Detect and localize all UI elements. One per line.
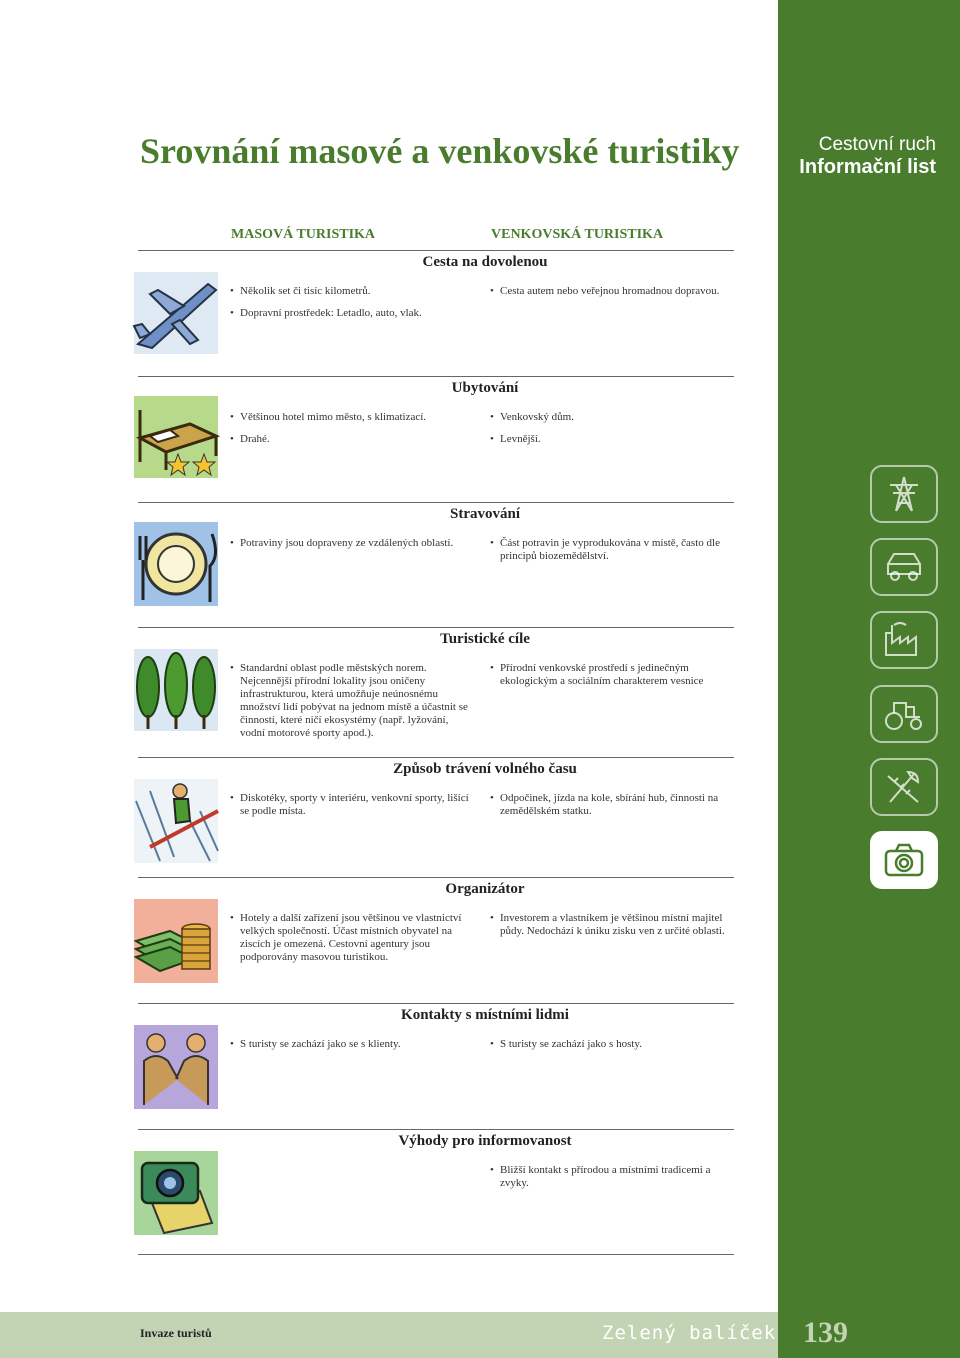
trees-icon [130,641,222,733]
footer-chapter: Invaze turistů [140,1326,212,1340]
rural-list [490,912,736,947]
sidebar-title-line1: Cestovní ruch [818,134,936,155]
camera-icon-active[interactable] [870,831,938,889]
section-divider [138,877,734,878]
column-head-rural: VENKOVSKÁ TURISTIKA [491,227,664,242]
list-item: • Část potravin je vyprodukována v místě, často dle principů biozemědělství. [490,537,736,563]
sidebar-title-line2: Informační list [799,156,936,178]
power-pylon-icon [870,465,938,523]
mass-list [230,912,475,973]
section-title: Cesta na dovolenou [422,254,548,270]
section-title: Výhody pro informovanost [398,1133,572,1149]
list-item: • S turisty se zachází jako s hosty. [490,1038,736,1051]
section-title: Kontakty s místními lidmi [401,1007,569,1023]
sidebar-title [778,134,936,178]
section-divider [138,376,734,377]
section-title: Organizátor [445,881,525,897]
axe-saw-icon [870,758,938,816]
camera-icon [130,1143,222,1235]
mass-list [230,1038,475,1060]
section-divider [138,627,734,628]
bed-icon [130,390,222,482]
factory-icon [870,611,938,669]
mass-list [230,285,475,329]
page-number: 139 [803,1316,848,1349]
mass-list [230,411,475,455]
mass-list [230,662,475,749]
list-item: • Potraviny jsou dopraveny ze vzdálených oblastí. [230,537,475,550]
list-item: • Bližší kontakt s přírodou a místními tradicemi a zvyky. [490,1164,736,1190]
rural-list [490,537,736,572]
handshake-icon [130,1017,222,1109]
rural-list [490,662,736,697]
rural-list [490,411,736,455]
section-divider [138,757,734,758]
list-item: • Investorem a vlastníkem je většinou místní majitel půdy. Nedochází k úniku zisku ven z určité oblasti. [490,912,736,938]
section-divider [138,1003,734,1004]
section-title: Ubytování [451,380,519,396]
column-head-mass: MASOVÁ TURISTIKA [231,227,376,242]
money-icon [130,891,222,983]
list-item: • Hotely a další zařízení jsou většinou ve vlastnictví velkých společností. Účast místních obyvatel na ziscích je omezená. Cestovní agentury jsou podporovány masovou turistikou. [230,912,475,964]
rural-list [490,285,736,307]
list-item: • Venkovský dům. [490,411,736,424]
tractor-icon [870,685,938,743]
section-title: Stravování [449,506,520,522]
section-divider [138,502,734,503]
footer-brand: Zelený balíček [602,1322,777,1344]
list-item: • Většinou hotel mimo město, s klimatizací. [230,411,475,424]
list-item: • Přírodní venkovské prostředí s jedinečným ekologickým a sociálním charakterem vesnice [490,662,736,688]
list-item: • Levnější. [490,433,736,446]
rural-list [490,1038,736,1060]
section-divider [138,1254,734,1255]
skier-icon [130,771,222,863]
list-item: • S turisty se zachází jako se s klienty. [230,1038,475,1051]
section-title: Způsob trávení volného času [393,761,577,777]
list-item: • Standardní oblast podle městských norem. Nejcennější přírodní lokality jsou oničeny infrastrukturou, která umožňuje neúnosnému množství lidí pobývat na jednom místě a účastnit se činností, které ničí ekosystémy (např. lyžování, vodní motorové sporty apod.). [230,662,475,740]
airplane-icon [130,264,222,356]
section-divider [138,250,734,251]
sidebar [778,0,960,1358]
rural-list [490,1164,736,1199]
list-item: • Diskotéky, sporty v interiéru, venkovní sporty, lišící se podle místa. [230,792,475,818]
list-item: • Odpočinek, jízda na kole, sbírání hub, činnosti na zemědělském statku. [490,792,736,818]
list-item: • Cesta autem nebo veřejnou hromadnou dopravou. [490,285,736,298]
rural-list [490,792,736,827]
section-title: Turistické cíle [440,631,530,647]
footer [0,1312,778,1358]
section-divider [138,1129,734,1130]
mass-list [230,792,475,827]
plate-icon [130,516,222,608]
list-item: • Několik set či tisíc kilometrů. [230,285,475,298]
list-item: • Drahé. [230,433,475,446]
list-item: • Dopravní prostředek: Letadlo, auto, vlak. [230,307,475,320]
mass-list [230,537,475,559]
page-title: Srovnání masové a venkovské turistiky [140,131,740,171]
car-icon [870,538,938,596]
